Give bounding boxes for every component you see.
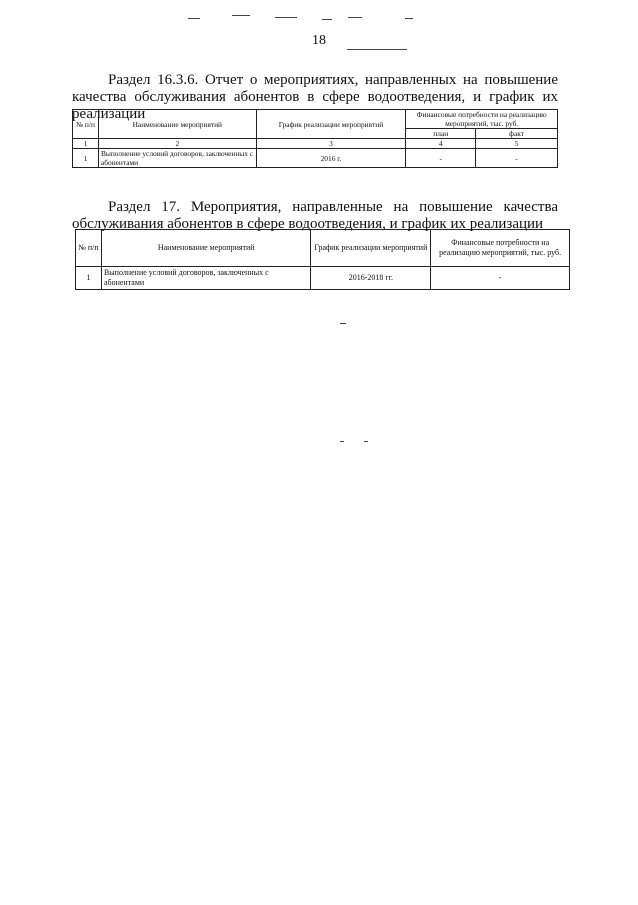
- index-cell: 5: [476, 139, 558, 149]
- section-17-table: [75, 229, 570, 290]
- section-17-heading: [72, 199, 558, 233]
- index-cell: 4: [406, 139, 476, 149]
- scan-speck: [188, 18, 200, 19]
- page-number: 18: [312, 33, 326, 48]
- col-schedule-header: График реализации мероприятий: [256, 110, 406, 139]
- table-row: [76, 267, 570, 290]
- row-num: 1: [73, 149, 99, 168]
- scan-speck: [232, 15, 250, 16]
- col-name-header: Наименование мероприятий: [101, 230, 311, 267]
- row-name: Выполнение условий договоров, заключенных с абонентами: [101, 267, 311, 290]
- col-num-header: № п/п: [76, 230, 102, 267]
- col-finance-header: Финансовые потребности на реализацию мероприятий, тыс. руб.: [406, 110, 558, 129]
- row-name: Выполнение условий договоров, заключенных с абонентами: [98, 149, 256, 168]
- col-schedule-header: График реализации мероприятий: [311, 230, 431, 267]
- scan-speck: [348, 17, 362, 18]
- index-cell: 1: [73, 139, 99, 149]
- row-finance: -: [431, 267, 570, 290]
- row-plan: -: [406, 149, 476, 168]
- row-fact: -: [476, 149, 558, 168]
- table-header-row: [73, 110, 558, 129]
- scan-speck: [347, 49, 407, 50]
- table-index-row: [73, 139, 558, 149]
- table-row: [73, 149, 558, 168]
- row-schedule: 2016 г.: [256, 149, 406, 168]
- scan-speck: [340, 441, 344, 442]
- scan-speck: [405, 18, 413, 19]
- section-17-heading-text: Раздел 17. Мероприятия, направленные на повышение качества обслуживания абонентов в сфере водоотведения, и график их реализации: [72, 199, 558, 232]
- col-fact-header: факт: [476, 129, 558, 139]
- section-16-table: [72, 109, 558, 168]
- col-finance-header: Финансовые потребности на реализацию мероприятий, тыс. руб.: [431, 230, 570, 267]
- scan-speck: [275, 17, 297, 18]
- scan-speck: [322, 19, 332, 20]
- col-num-header: № п/п: [73, 110, 99, 139]
- col-plan-header: план: [406, 129, 476, 139]
- table-header-row: [76, 230, 570, 267]
- scan-speck: [340, 323, 346, 324]
- index-cell: 3: [256, 139, 406, 149]
- index-cell: 2: [98, 139, 256, 149]
- row-num: 1: [76, 267, 102, 290]
- row-schedule: 2016-2018 гг.: [311, 267, 431, 290]
- scan-speck: [364, 441, 368, 442]
- col-name-header: Наименование мероприятий: [98, 110, 256, 139]
- section-16-heading-text: Раздел 16.3.6. Отчет о мероприятиях, направленных на повышение качества обслуживания абонентов в сфере водоотведения, и график их реализации: [72, 72, 558, 122]
